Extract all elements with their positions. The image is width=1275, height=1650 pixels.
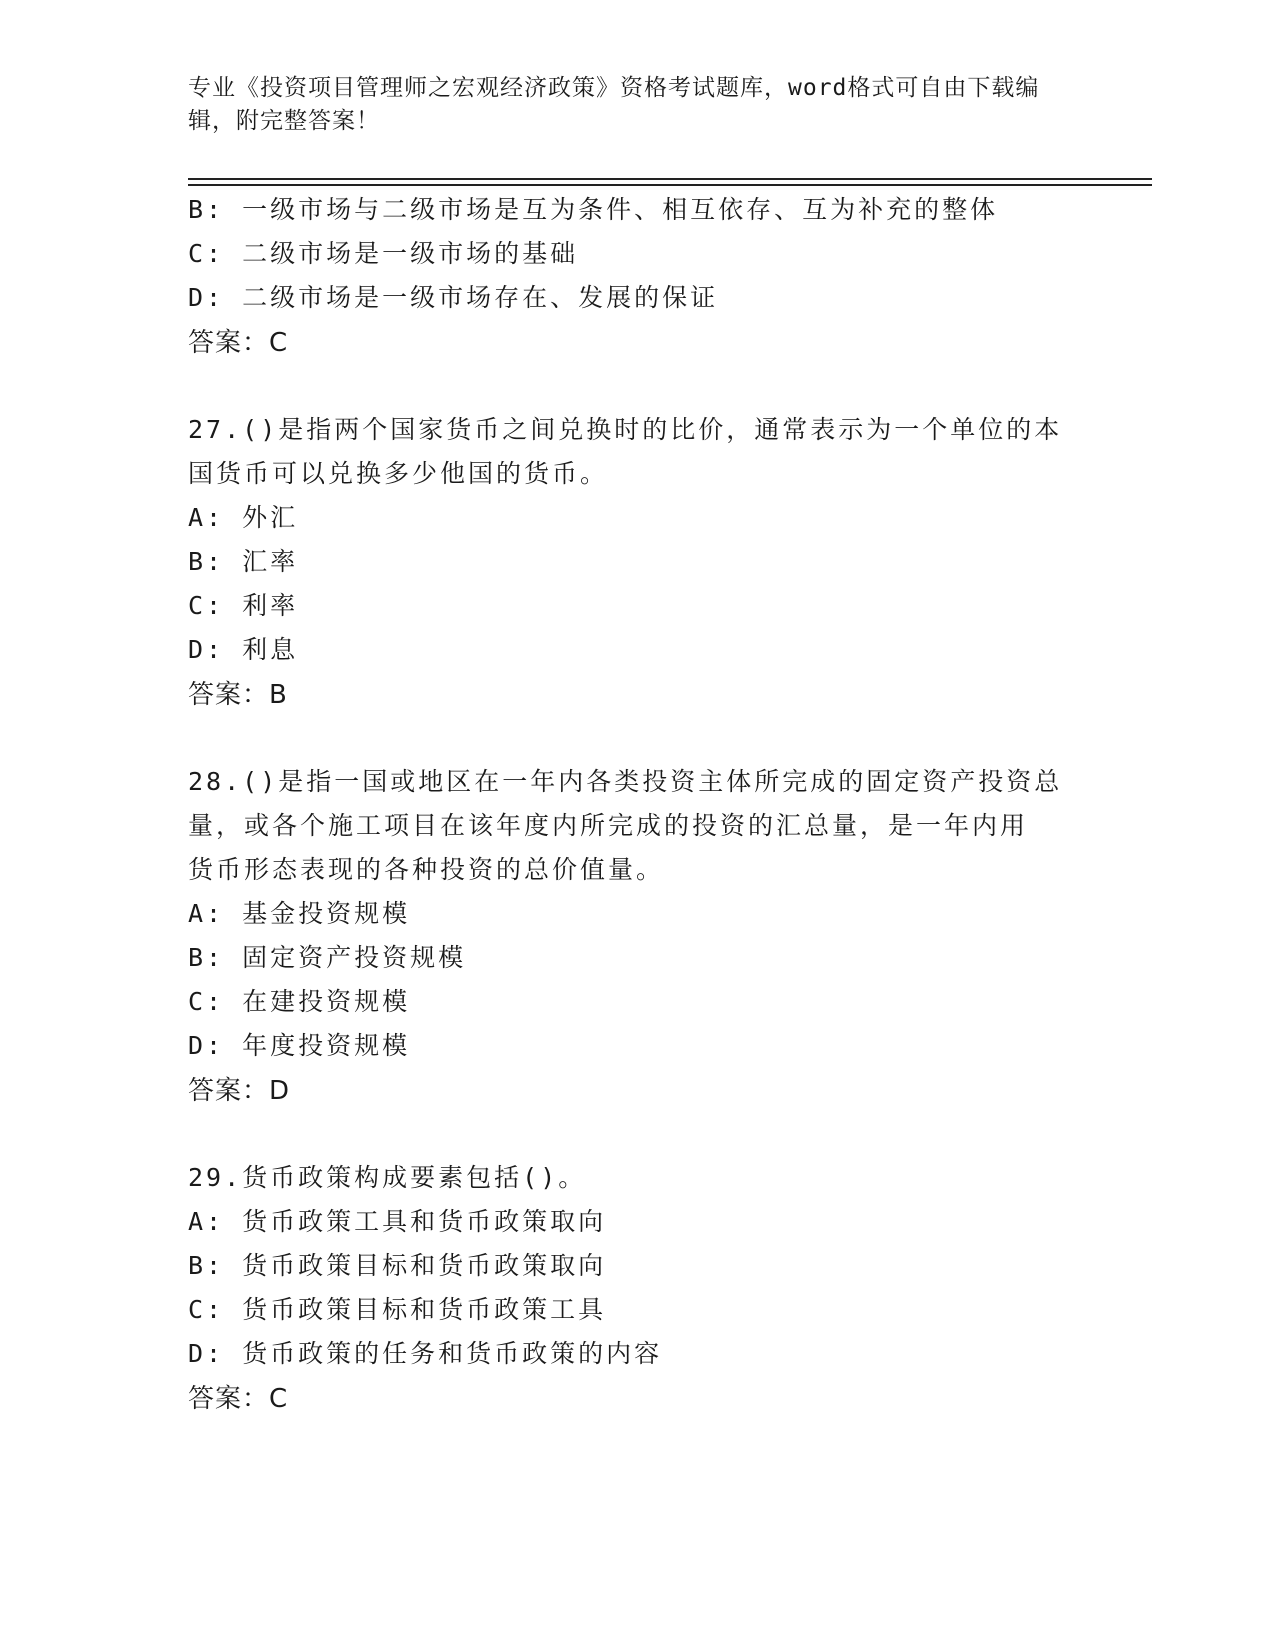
q26-option-b: B: 一级市场与二级市场是互为条件、相互依存、互为补充的整体 bbox=[188, 195, 999, 224]
header-rule-bottom bbox=[188, 184, 1152, 186]
q28-stem-line-2: 量，或各个施工项目在该年度内所完成的投资的汇总量，是一年内用 bbox=[188, 811, 1029, 840]
q28-option-c: C: 在建投资规模 bbox=[188, 987, 411, 1016]
q28-option-a: A: 基金投资规模 bbox=[188, 899, 411, 928]
document-header bbox=[188, 72, 1068, 138]
q27-stem-line-2: 国货币可以兑换多少他国的货币。 bbox=[188, 459, 609, 488]
q29-option-b: B: 货币政策目标和货币政策取向 bbox=[188, 1251, 607, 1280]
q28-option-b: B: 固定资产投资规模 bbox=[188, 943, 467, 972]
q26-answer: 答案：C bbox=[188, 328, 289, 358]
q29-stem: 29.货币政策构成要素包括()。 bbox=[188, 1163, 587, 1192]
q28-stem-line-3: 货币形态表现的各种投资的总价值量。 bbox=[188, 855, 665, 884]
q27-option-c: C: 利率 bbox=[188, 591, 299, 620]
q28-stem-line-1: 28.()是指一国或地区在一年内各类投资主体所完成的固定资产投资总 bbox=[188, 767, 1063, 796]
q27-answer: 答案：B bbox=[188, 680, 288, 710]
header-rule-top bbox=[188, 178, 1152, 180]
q27-option-a: A: 外汇 bbox=[188, 503, 299, 532]
q26-option-d: D: 二级市场是一级市场存在、发展的保证 bbox=[188, 283, 719, 312]
q29-option-a: A: 货币政策工具和货币政策取向 bbox=[188, 1207, 607, 1236]
q29-option-d: D: 货币政策的任务和货币政策的内容 bbox=[188, 1339, 663, 1368]
q27-option-d: D: 利息 bbox=[188, 635, 299, 664]
header-line-1: 专业《投资项目管理师之宏观经济政策》资格考试题库，word格式可自由下载编 bbox=[188, 75, 1040, 101]
q27-option-b: B: 汇率 bbox=[188, 547, 299, 576]
q27-stem-line-1: 27.()是指两个国家货币之间兑换时的比价，通常表示为一个单位的本 bbox=[188, 415, 1063, 444]
header-line-2: 辑，附完整答案！ bbox=[188, 108, 380, 134]
q29-answer: 答案：C bbox=[188, 1384, 289, 1414]
q28-answer: 答案：D bbox=[188, 1076, 291, 1106]
q28-option-d: D: 年度投资规模 bbox=[188, 1031, 411, 1060]
q26-option-c: C: 二级市场是一级市场的基础 bbox=[188, 239, 579, 268]
q29-option-c: C: 货币政策目标和货币政策工具 bbox=[188, 1295, 607, 1324]
